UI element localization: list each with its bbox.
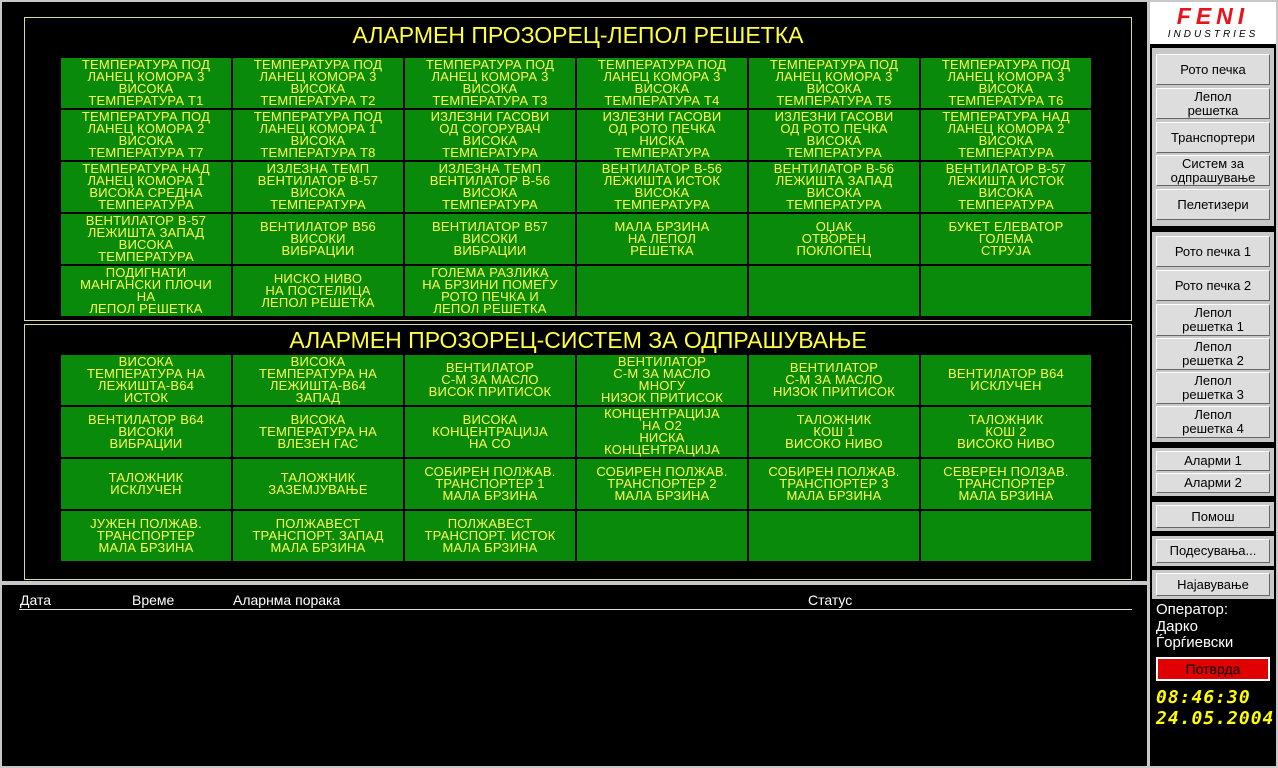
alarm-tile: ТАЛОЖНИК КОШ 2 ВИСОКО НИВО bbox=[921, 407, 1091, 457]
alarm-tile-empty bbox=[577, 511, 747, 561]
alarms-1-button[interactable]: Аларми 1 bbox=[1156, 451, 1270, 471]
alarm-tile: ВЕНТИЛАТОР С-М ЗА МАСЛО НИЗОК ПРИТИСОК bbox=[749, 355, 919, 405]
alarm-main-area bbox=[2, 2, 1147, 581]
alarm-tile: ТАЛОЖНИК КОШ 1 ВИСОКО НИВО bbox=[749, 407, 919, 457]
alarm-tile: ТАЛОЖНИК ЗАЗЕМЈУВАЊЕ bbox=[233, 459, 403, 509]
nav-button-lepol-grate-1[interactable]: Лепол решетка 1 bbox=[1156, 304, 1270, 336]
logo-subtext: INDUSTRIES bbox=[1167, 29, 1259, 40]
alarm-tile: НИСКО НИВО НА ПОСТЕЛИЦА ЛЕПОЛ РЕШЕТКА bbox=[233, 266, 403, 316]
alarm-tile-empty bbox=[749, 266, 919, 316]
alarm-tile: ЈУЖЕН ПОЛЖАВ. ТРАНСПОРТЕР МАЛА БРЗИНА bbox=[61, 511, 231, 561]
alarm-tile: ВЕНТИЛАТОР В-57 ЛЕЖИШТА ЗАПАД ВИСОКА ТЕМПЕРАТУРА bbox=[61, 214, 231, 264]
feni-logo bbox=[1150, 2, 1276, 44]
alarm-tile-empty bbox=[921, 511, 1091, 561]
alarm-tile: ВИСОКА ТЕМПЕРАТУРА НА ВЛЕЗЕН ГАС bbox=[233, 407, 403, 457]
alarm-panel-lepol-grate bbox=[24, 17, 1132, 321]
alarm-tile: ВЕНТИЛАТОР В57 ВИСОКИ ВИБРАЦИИ bbox=[405, 214, 575, 264]
login-group bbox=[1152, 570, 1274, 599]
alarm-tile: ВЕНТИЛАТОР В-56 ЛЕЖИШТА ИСТОК ВИСОКА ТЕМПЕРАТУРА bbox=[577, 162, 747, 212]
alarm-tile: ИЗЛЕЗНА ТЕМП ВЕНТИЛАТОР В-56 ВИСОКА ТЕМПЕРАТУРА bbox=[405, 162, 575, 212]
alarm-tile: ВЕНТИЛАТОР В64 ИСКЛУЧЕН bbox=[921, 355, 1091, 405]
help-group bbox=[1152, 502, 1274, 531]
alarms-2-button[interactable]: Аларми 2 bbox=[1156, 473, 1270, 493]
nav-button-conveyors[interactable]: Транспортери bbox=[1156, 122, 1270, 153]
operator-name: Дарко Ѓорѓиевски bbox=[1156, 618, 1234, 651]
alarm-tile: ВЕНТИЛАТОР В56 ВИСОКИ ВИБРАЦИИ bbox=[233, 214, 403, 264]
alarm-tile: СОБИРЕН ПОЛЖАВ. ТРАНСПОРТЕР 1 МАЛА БРЗИНА bbox=[405, 459, 575, 509]
alarm-tile: ИЗЛЕЗНИ ГАСОВИ ОД РОТО ПЕЧКА НИСКА ТЕМПЕРАТУРА bbox=[577, 110, 747, 160]
alarm-tile: МАЛА БРЗИНА НА ЛЕПОЛ РЕШЕТКА bbox=[577, 214, 747, 264]
alarm-tile: СОБИРЕН ПОЛЖАВ. ТРАНСПОРТЕР 3 МАЛА БРЗИНА bbox=[749, 459, 919, 509]
alarm-tile: ТЕМПЕРАТУРА ПОД ЛАНЕЦ КОМОРА 3 ВИСОКА ТЕМПЕРАТУРА Т4 bbox=[577, 58, 747, 108]
log-header-time: Време bbox=[132, 592, 175, 608]
operator-label: Оператор: bbox=[1156, 601, 1229, 618]
login-button[interactable]: Најавување bbox=[1156, 573, 1270, 596]
nav-button-dedusting[interactable]: Систем за одпрашување bbox=[1156, 155, 1270, 186]
alarm-panel-dedusting-system bbox=[24, 324, 1132, 580]
nav-group-sections bbox=[1152, 48, 1274, 226]
alarm-tile: ВЕНТИЛАТОР С-М ЗА МАСЛО ВИСОК ПРИТИСОК bbox=[405, 355, 575, 405]
alarm-tile: ОЏАК ОТВОРЕН ПОКЛОПЕЦ bbox=[749, 214, 919, 264]
alarm-tile: СОБИРЕН ПОЛЖАВ. ТРАНСПОРТЕР 2 МАЛА БРЗИНА bbox=[577, 459, 747, 509]
alarm-tile: ТЕМПЕРАТУРА ПОД ЛАНЕЦ КОМОРА 3 ВИСОКА ТЕМПЕРАТУРА Т6 bbox=[921, 58, 1091, 108]
alarm-tile: ПОЛЖАВЕСТ ТРАНСПОРТ. ЗАПАД МАЛА БРЗИНА bbox=[233, 511, 403, 561]
log-header-divider bbox=[19, 609, 1132, 610]
clock-time: 08:46:30 bbox=[1156, 687, 1251, 708]
settings-button[interactable]: Подесувања... bbox=[1156, 539, 1270, 563]
clock-date: 24.05.2004 bbox=[1156, 708, 1275, 729]
log-header-status: Статус bbox=[808, 592, 853, 608]
confirm-button[interactable]: Потврда bbox=[1156, 657, 1270, 681]
alarm-tile: ТЕМПЕРАТУРА ПОД ЛАНЕЦ КОМОРА 3 ВИСОКА ТЕМПЕРАТУРА Т2 bbox=[233, 58, 403, 108]
alarm-tile: ТЕМПЕРАТУРА ПОД ЛАНЕЦ КОМОРА 3 ВИСОКА ТЕМПЕРАТУРА Т5 bbox=[749, 58, 919, 108]
alarm-tile: ТАЛОЖНИК ИСКЛУЧЕН bbox=[61, 459, 231, 509]
alarm-tile: ВЕНТИЛАТОР В-57 ЛЕЖИШТА ИСТОК ВИСОКА ТЕМПЕРАТУРА bbox=[921, 162, 1091, 212]
alarm-tile: ТЕМПЕРАТУРА ПОД ЛАНЕЦ КОМОРА 1 ВИСОКА ТЕМПЕРАТУРА Т8 bbox=[233, 110, 403, 160]
log-header-message: Аларнма порака bbox=[233, 592, 341, 608]
panel-title: АЛАРМЕН ПРОЗОРЕЦ-СИСТЕМ ЗА ОДПРАШУВАЊЕ bbox=[289, 327, 867, 353]
settings-group bbox=[1152, 536, 1274, 566]
alarm-grid bbox=[61, 355, 1091, 561]
nav-button-lepol-grate-2[interactable]: Лепол решетка 2 bbox=[1156, 338, 1270, 370]
alarm-tile: ТЕМПЕРАТУРА НАД ЛАНЕЦ КОМОРА 2 ВИСОКА ТЕМПЕРАТУРА bbox=[921, 110, 1091, 160]
logo-text: FENI bbox=[1176, 3, 1250, 29]
alarm-tile: БУКЕТ ЕЛЕВАТОР ГОЛЕМА СТРУЈА bbox=[921, 214, 1091, 264]
alarm-tile: ВЕНТИЛАТОР В64 ВИСОКИ ВИБРАЦИИ bbox=[61, 407, 231, 457]
alarm-tile: ВИСОКА КОНЦЕНТРАЦИЈА НА СО bbox=[405, 407, 575, 457]
alarm-tile: ГОЛЕМА РАЗЛИКА НА БРЗИНИ ПОМЕЃУ РОТО ПЕЧКА И ЛЕПОЛ РЕШЕТКА bbox=[405, 266, 575, 316]
alarm-tile-empty bbox=[749, 511, 919, 561]
log-header-date: Дата bbox=[20, 592, 52, 608]
alarm-tile-empty bbox=[577, 266, 747, 316]
sidebar bbox=[1150, 2, 1276, 766]
alarm-tile: ПОДИГНАТИ МАНГАНСКИ ПЛОЧИ НА ЛЕПОЛ РЕШЕТКА bbox=[61, 266, 231, 316]
alarm-tile: ИЗЛЕЗНА ТЕМП ВЕНТИЛАТОР В-57 ВИСОКА ТЕМПЕРАТУРА bbox=[233, 162, 403, 212]
alarm-tile: КОНЦЕНТРАЦИЈА НА О2 НИСКА КОНЦЕНТРАЦИЈА bbox=[577, 407, 747, 457]
nav-button-lepol-grate[interactable]: Лепол решетка bbox=[1156, 88, 1270, 119]
alarm-tile: ВИСОКА ТЕМПЕРАТУРА НА ЛЕЖИШТА-В64 ИСТОК bbox=[61, 355, 231, 405]
nav-group-units bbox=[1152, 232, 1274, 442]
alarm-tile: ТЕМПЕРАТУРА ПОД ЛАНЕЦ КОМОРА 3 ВИСОКА ТЕМПЕРАТУРА Т3 bbox=[405, 58, 575, 108]
alarm-tile: ТЕМПЕРАТУРА НАД ЛАНЕЦ КОМОРА 1 ВИСОКА СРЕДНА ТЕМПЕРАТУРА bbox=[61, 162, 231, 212]
alarm-grid bbox=[61, 58, 1091, 316]
alarm-tile: ПОЛЖАВЕСТ ТРАНСПОРТ. ИСТОК МАЛА БРЗИНА bbox=[405, 511, 575, 561]
help-button[interactable]: Помош bbox=[1156, 505, 1270, 528]
alarm-tile: ИЗЛЕЗНИ ГАСОВИ ОД СОГОРУВАЧ ВИСОКА ТЕМПЕРАТУРА bbox=[405, 110, 575, 160]
nav-button-rotary-kiln[interactable]: Рото печка bbox=[1156, 54, 1270, 85]
alarm-tile: ИЗЛЕЗНИ ГАСОВИ ОД РОТО ПЕЧКА ВИСОКА ТЕМПЕРАТУРА bbox=[749, 110, 919, 160]
nav-button-lepol-grate-3[interactable]: Лепол решетка 3 bbox=[1156, 372, 1270, 404]
alarm-tile: ВИСОКА ТЕМПЕРАТУРА НА ЛЕЖИШТА-В64 ЗАПАД bbox=[233, 355, 403, 405]
nav-button-lepol-grate-4[interactable]: Лепол решетка 4 bbox=[1156, 406, 1270, 438]
alarm-tile: ТЕМПЕРАТУРА ПОД ЛАНЕЦ КОМОРА 3 ВИСОКА ТЕМПЕРАТУРА Т1 bbox=[61, 58, 231, 108]
nav-button-rotary-kiln-2[interactable]: Рото печка 2 bbox=[1156, 270, 1270, 301]
alarm-tile: ВЕНТИЛАТОР С-М ЗА МАСЛО МНОГУ НИЗОК ПРИТИСОК bbox=[577, 355, 747, 405]
nav-group-alarms bbox=[1152, 448, 1274, 496]
panel-title: АЛАРМЕН ПРОЗОРЕЦ-ЛЕПОЛ РЕШЕТКА bbox=[352, 22, 804, 48]
nav-button-rotary-kiln-1[interactable]: Рото печка 1 bbox=[1156, 236, 1270, 267]
alarm-tile: ВЕНТИЛАТОР В-56 ЛЕЖИШТА ЗАПАД ВИСОКА ТЕМПЕРАТУРА bbox=[749, 162, 919, 212]
alarm-log bbox=[2, 585, 1147, 766]
alarm-tile: ТЕМПЕРАТУРА ПОД ЛАНЕЦ КОМОРА 2 ВИСОКА ТЕМПЕРАТУРА Т7 bbox=[61, 110, 231, 160]
nav-button-pelletizers[interactable]: Пелетизери bbox=[1156, 189, 1270, 220]
alarm-tile: СЕВЕРЕН ПОЛЗАВ. ТРАНСПОРТЕР МАЛА БРЗИНА bbox=[921, 459, 1091, 509]
alarm-tile-empty bbox=[921, 266, 1091, 316]
